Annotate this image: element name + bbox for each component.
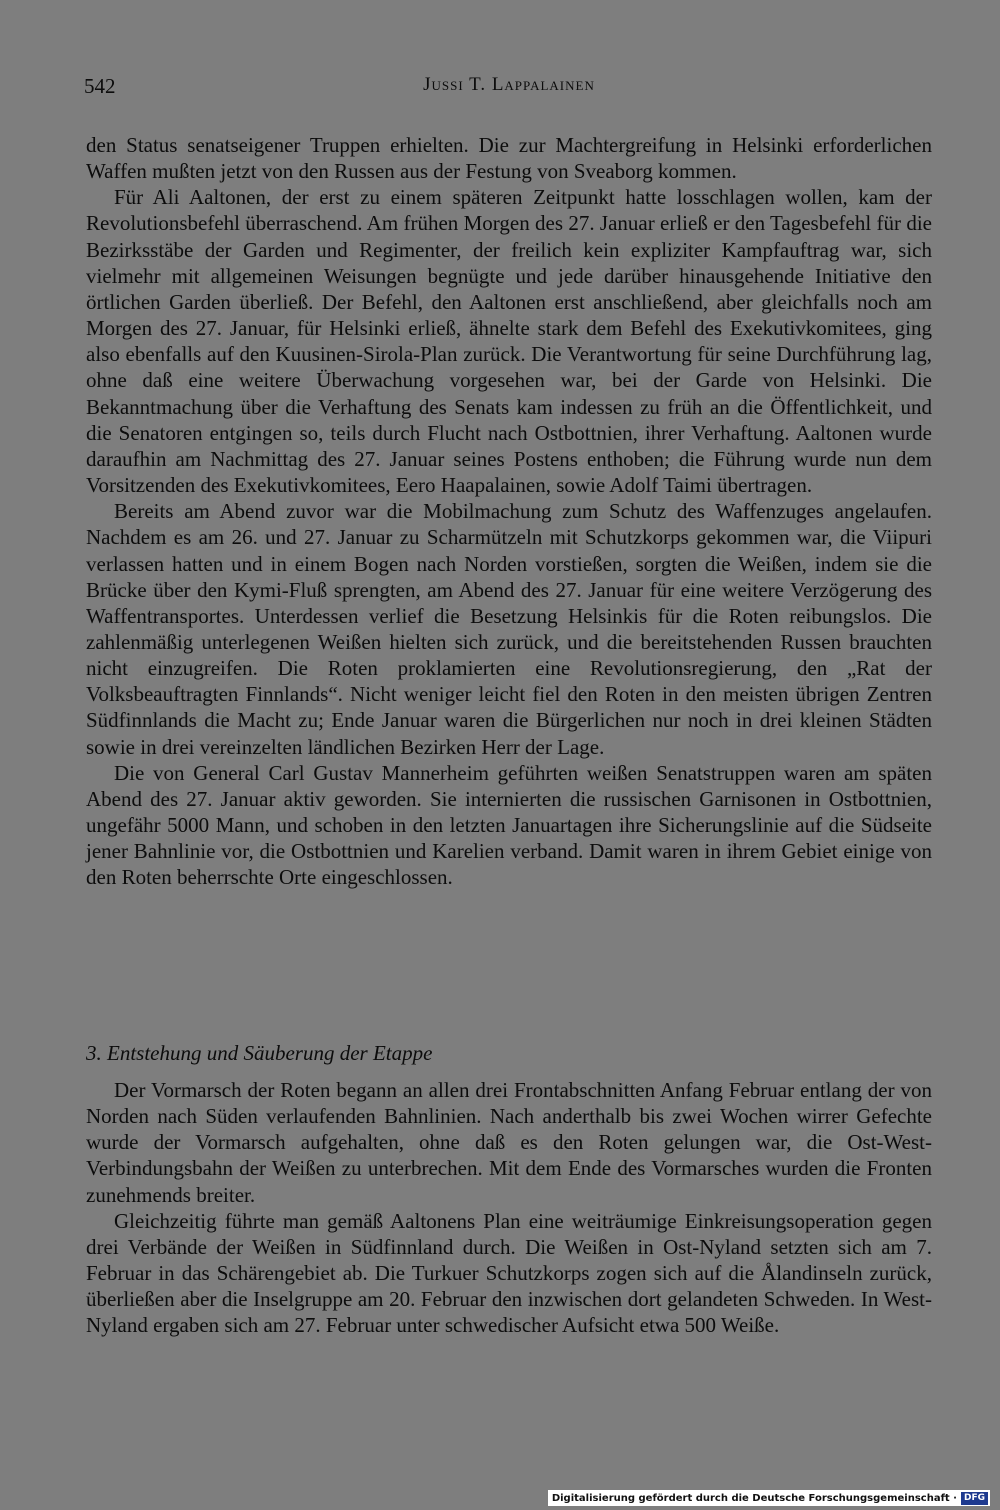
- paragraph: Die von General Carl Gustav Mannerheim geführten weißen Senatstruppen waren am späten Abend des 27. Januar aktiv geworden. Sie internierten die russischen Garnisonen in Ostbottnien, ungefähr 5000 Mann, und schoben in den letzten Januartagen ihre Sicherungslinie auf die Südseite jener Bahnlinie vor, die Ostbottnien und Karelien verband. Damit waren in ihrem Gebiet einige von den Roten beherrschte Orte eingeschlossen.: [86, 760, 932, 890]
- digitization-footer: [548, 1490, 990, 1506]
- paragraph: Bereits am Abend zuvor war die Mobilmachung zum Schutz des Waffenzuges angelaufen. Nachdem es am 26. und 27. Januar zu Scharmützeln mit Schutzkorps gekommen war, die Viipuri verlassen hatten und in einem Bogen nach Norden vorstießen, sorgten die Weißen, indem sie die Brücke über den Kymi-Fluß sprengten, am Abend des 27. Januar für eine weitere Verzögerung des Waffentransportes. Unterdessen verlief die Besetzung Helsinkis für die Roten reibungslos. Die zahlenmäßig unterlegenen Weißen hielten sich zurück, und die bereitstehenden Russen brauchten nicht einzugreifen. Die Roten proklamierten eine Revolutionsregierung, den „Rat der Volksbeauftragten Finnlands“. Nicht weniger leicht fiel den Roten in den meisten übrigen Zentren Südfinnlands die Macht zu; Ende Januar waren die Bürgerlichen nur noch in drei kleinen Städten sowie in drei vereinzelten ländlichen Bezirken Herr der Lage.: [86, 499, 932, 759]
- paragraph: Gleichzeitig führte man gemäß Aaltonens Plan eine weiträumige Einkreisungsoperation gegen drei Verbände der Weißen in Südfinnland durch. Die Weißen in Ost-Nyland setzten sich am 7. Februar in das Schärengebiet ab. Die Turkuer Schutzkorps zogen sich auf die Ålandinseln zurück, überließen aber die Inselgruppe am 20. Februar den inzwischen dort gelandeten Schweden. In West-Nyland ergaben sich am 27. Februar unter schwedischer Aufsicht etwa 500 Weiße.: [86, 1208, 932, 1338]
- page-number: 542: [84, 74, 116, 98]
- paragraph: Der Vormarsch der Roten begann an allen drei Frontabschnitten Anfang Februar entlang der von Norden nach Süden verlaufenden Bahnlinien. Nach anderthalb bis zwei Wochen wirrer Gefechte wurde der Vormarsch aufgehalten, ohne daß es den Roten gelungen war, die Ost-West-Verbindungsbahn der Weißen zu unterbrechen. Mit dem Ende des Vormarsches wurden die Fronten zunehmends breiter.: [86, 1078, 932, 1207]
- running-header: [84, 74, 934, 106]
- running-head-author: Jussi T. Lappalainen: [423, 74, 595, 95]
- body-text-top: [86, 132, 932, 891]
- paragraph: den Status senatseigener Truppen erhielten. Die zur Machtergreifung in Helsinki erforderlichen Waffen mußten jetzt von den Russen aus der Festung von Sveaborg kommen.: [86, 133, 932, 184]
- footer-credit-text: Digitalisierung gefördert durch die Deutsche Forschungsgemeinschaft ·: [551, 1492, 957, 1504]
- dfg-logo-icon: DFG: [961, 1492, 988, 1505]
- paragraph: Für Ali Aaltonen, der erst zu einem späteren Zeitpunkt hatte losschlagen wollen, kam der Revolutionsbefehl überraschend. Am frühen Morgen des 27. Januar erließ er den Tagesbefehl für die Bezirksstäbe der Garden und Regimenter, der freilich kein expliziter Kampfauftrag war, sich vielmehr mit allgemeinen Weisungen begnügte und jede darüber hinausgehende Initiative den örtlichen Garden überließ. Der Befehl, den Aaltonen erst anschließend, aber gleichfalls noch am Morgen des 27. Januar, für Helsinki erließ, ähnelte stark dem Befehl des Exekutivkomitees, ging also ebenfalls auf den Kuusinen-Sirola-Plan zurück. Die Verantwortung für seine Durchführung lag, ohne daß eine weitere Überwachung vorgesehen war, bei der Garde von Helsinki. Die Bekanntmachung über die Verhaftung des Senats kam indessen zu früh an die Öffentlichkeit, und die Senatoren entgingen so, teils durch Flucht nach Ostbottnien, ihrer Verhaftung. Aaltonen wurde daraufhin am Nachmittag des 27. Januar seines Postens enthoben; die Führung wurde nun dem Vorsitzenden des Exekutivkomitees, Eero Haapalainen, sowie Adolf Taimi übertragen.: [86, 185, 932, 498]
- section-heading: 3. Entstehung und Säuberung der Etappe: [86, 1041, 433, 1065]
- body-text-bottom: [86, 1077, 932, 1339]
